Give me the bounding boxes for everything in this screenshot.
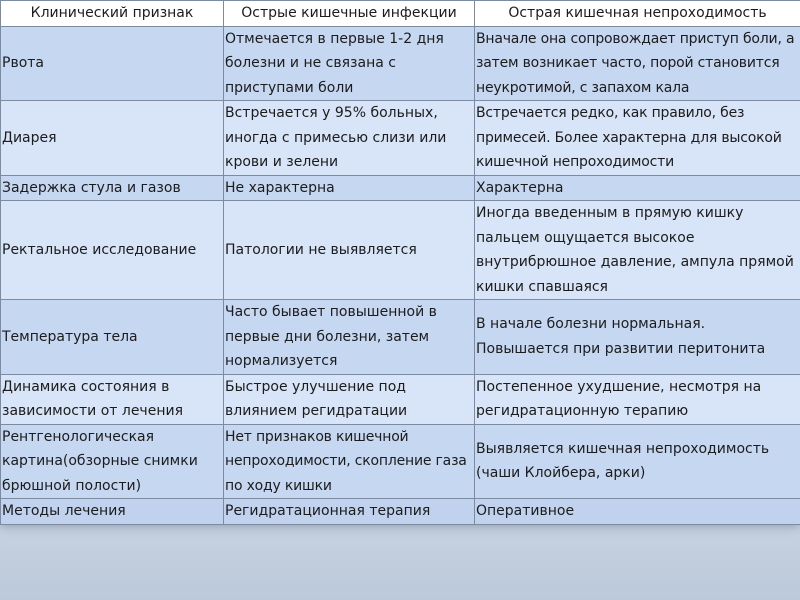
table-row bbox=[1, 175, 800, 201]
row-sign: Задержка стула и газов bbox=[1, 175, 224, 201]
header-clinical-sign: Клинический признак bbox=[1, 1, 224, 27]
row-sign: Температура тела bbox=[1, 300, 224, 375]
header-intestinal-obstruction: Острая кишечная непроходимость bbox=[475, 1, 800, 27]
table-row bbox=[1, 101, 800, 176]
row-obstruction: Иногда введенным в прямую кишку пальцем ощущается высокое внутрибрюшное давление, ампула прямой кишки спавшаяся bbox=[475, 201, 800, 300]
table-row bbox=[1, 424, 800, 499]
table-row bbox=[1, 26, 800, 101]
row-sign: Рвота bbox=[1, 26, 224, 101]
row-obstruction: Вначале она сопровождает приступ боли, а затем возникает часто, порой становится неукротимой, с запахом кала bbox=[475, 26, 800, 101]
row-obstruction: Характерна bbox=[475, 175, 800, 201]
row-sign: Рентгенологическая картина(обзорные снимки брюшной полости) bbox=[1, 424, 224, 499]
row-infection: Быстрое улучшение под влиянием регидратации bbox=[224, 374, 475, 424]
row-infection: Не характерна bbox=[224, 175, 475, 201]
row-infection: Встречается у 95% больных, иногда с примесью слизи или крови и зелени bbox=[224, 101, 475, 176]
row-sign: Диарея bbox=[1, 101, 224, 176]
row-infection: Регидратационная терапия bbox=[224, 499, 475, 525]
row-obstruction: В начале болезни нормальная. Повышается при развитии перитонита bbox=[475, 300, 800, 375]
table-row bbox=[1, 201, 800, 300]
row-obstruction: Оперативное bbox=[475, 499, 800, 525]
row-obstruction: Встречается редко, как правило, без примесей. Более характерна для высокой кишечной непроходимости bbox=[475, 101, 800, 176]
row-infection: Отмечается в первые 1-2 дня болезни и не связана с приступами боли bbox=[224, 26, 475, 101]
row-obstruction: Выявляется кишечная непроходимость (чаши Клойбера, арки) bbox=[475, 424, 800, 499]
header-intestinal-infections: Острые кишечные инфекции bbox=[224, 1, 475, 27]
table-row bbox=[1, 499, 800, 525]
row-sign: Методы лечения bbox=[1, 499, 224, 525]
table-row bbox=[1, 374, 800, 424]
row-sign: Динамика состояния в зависимости от лечения bbox=[1, 374, 224, 424]
row-sign: Ректальное исследование bbox=[1, 201, 224, 300]
header-row bbox=[1, 1, 800, 27]
row-infection: Часто бывает повышенной в первые дни болезни, затем нормализуется bbox=[224, 300, 475, 375]
row-infection: Нет признаков кишечной непроходимости, скопление газа по ходу кишки bbox=[224, 424, 475, 499]
row-obstruction: Постепенное ухудшение, несмотря на регидратационную терапию bbox=[475, 374, 800, 424]
row-infection: Патологии не выявляется bbox=[224, 201, 475, 300]
table-row bbox=[1, 300, 800, 375]
